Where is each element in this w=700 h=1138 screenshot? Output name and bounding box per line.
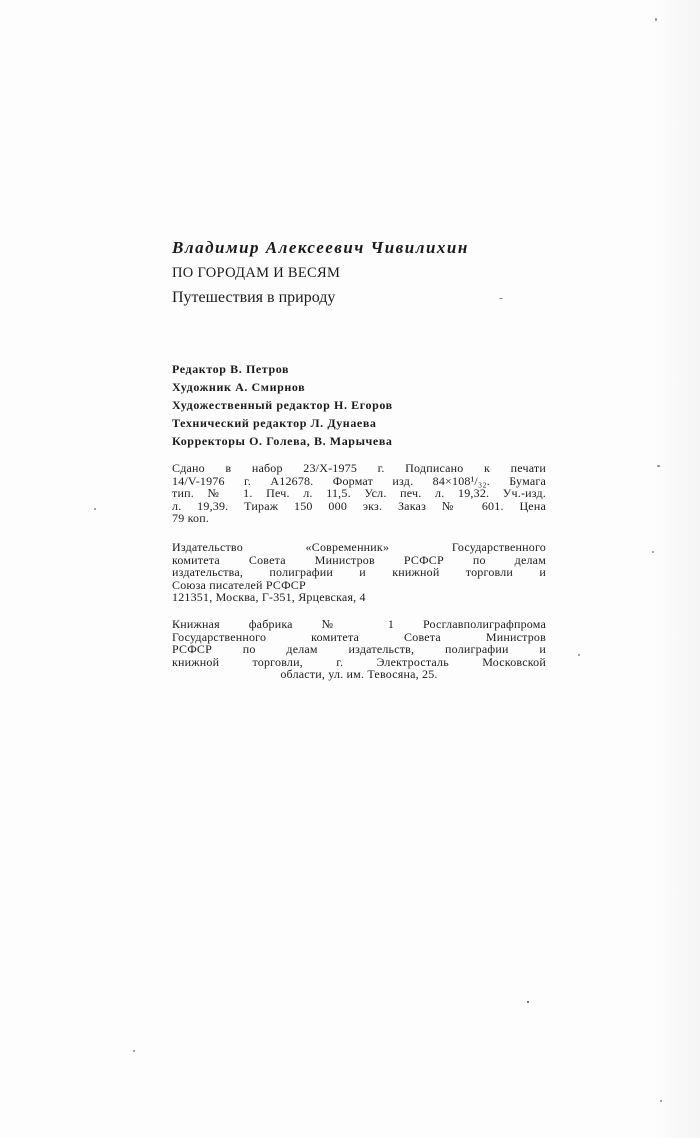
credit-editor: Редактор В. Петров	[172, 362, 290, 376]
author-name: Владимир Алексеевич Чивилихин	[172, 238, 469, 257]
factory-line: Государственного комитета Совета Министров	[172, 629, 546, 644]
print-speck	[499, 298, 503, 299]
credits-list	[172, 360, 393, 450]
publisher-line: Союза писателей РСФСР	[172, 577, 306, 592]
factory-line: области, ул. им. Тевосяна, 25.	[280, 667, 438, 681]
print-data-line: 14/V-1976 г. А12678. Формат изд. 84×108¹/₃₂. Бумага	[172, 473, 546, 488]
print-speck	[660, 1100, 662, 1102]
publisher-line: комитета Совета Министров РСФСР по делам	[172, 552, 546, 567]
credit-artist: Художник А. Смирнов	[172, 380, 306, 394]
print-speck	[133, 1050, 135, 1052]
publisher-block	[172, 541, 546, 604]
print-data-line: л. 19,39. Тираж 150 000 экз. Заказ № 601. Цена	[172, 498, 546, 513]
print-data-line: Сдано в набор 23/X-1975 г. Подписано к печати	[172, 461, 546, 475]
printing-house-block	[172, 618, 546, 681]
print-data-block	[172, 462, 546, 525]
factory-line: РСФСР по делам издательств, полиграфии и	[172, 642, 546, 656]
publisher-line: издательства, полиграфии и книжной торговли и	[172, 565, 546, 579]
print-speck	[94, 508, 96, 510]
factory-line: Книжная фабрика № 1 Росглавполиграфпрома	[172, 617, 546, 631]
print-speck	[652, 551, 654, 553]
print-speck	[578, 654, 580, 656]
credit-proofreaders: Корректоры О. Голева, В. Марычева	[172, 434, 393, 448]
book-title: ПО ГОРОДАМ И ВЕСЯМ	[172, 265, 341, 281]
print-speck	[527, 1001, 529, 1003]
publisher-address: 121351, Москва, Г-351, Ярцевская, 4	[172, 590, 366, 604]
credit-art-editor: Художественный редактор Н. Егоров	[172, 398, 393, 412]
credit-technical-editor: Технический редактор Л. Дунаева	[172, 416, 377, 430]
print-data-line: 79 коп.	[172, 511, 210, 525]
factory-line: книжной торговли, г. Электросталь Московской	[172, 654, 546, 669]
print-speck	[657, 465, 660, 467]
print-data-line: тип. № 1. Печ. л. 11,5. Усл. печ. л. 19,32. Уч.-изд.	[172, 486, 546, 500]
page-edge-shadow	[654, 0, 700, 1138]
book-subtitle: Путешествия в природу	[172, 289, 336, 306]
print-speck	[655, 18, 657, 21]
publisher-line: Издательство «Современник» Государственного	[172, 540, 546, 554]
